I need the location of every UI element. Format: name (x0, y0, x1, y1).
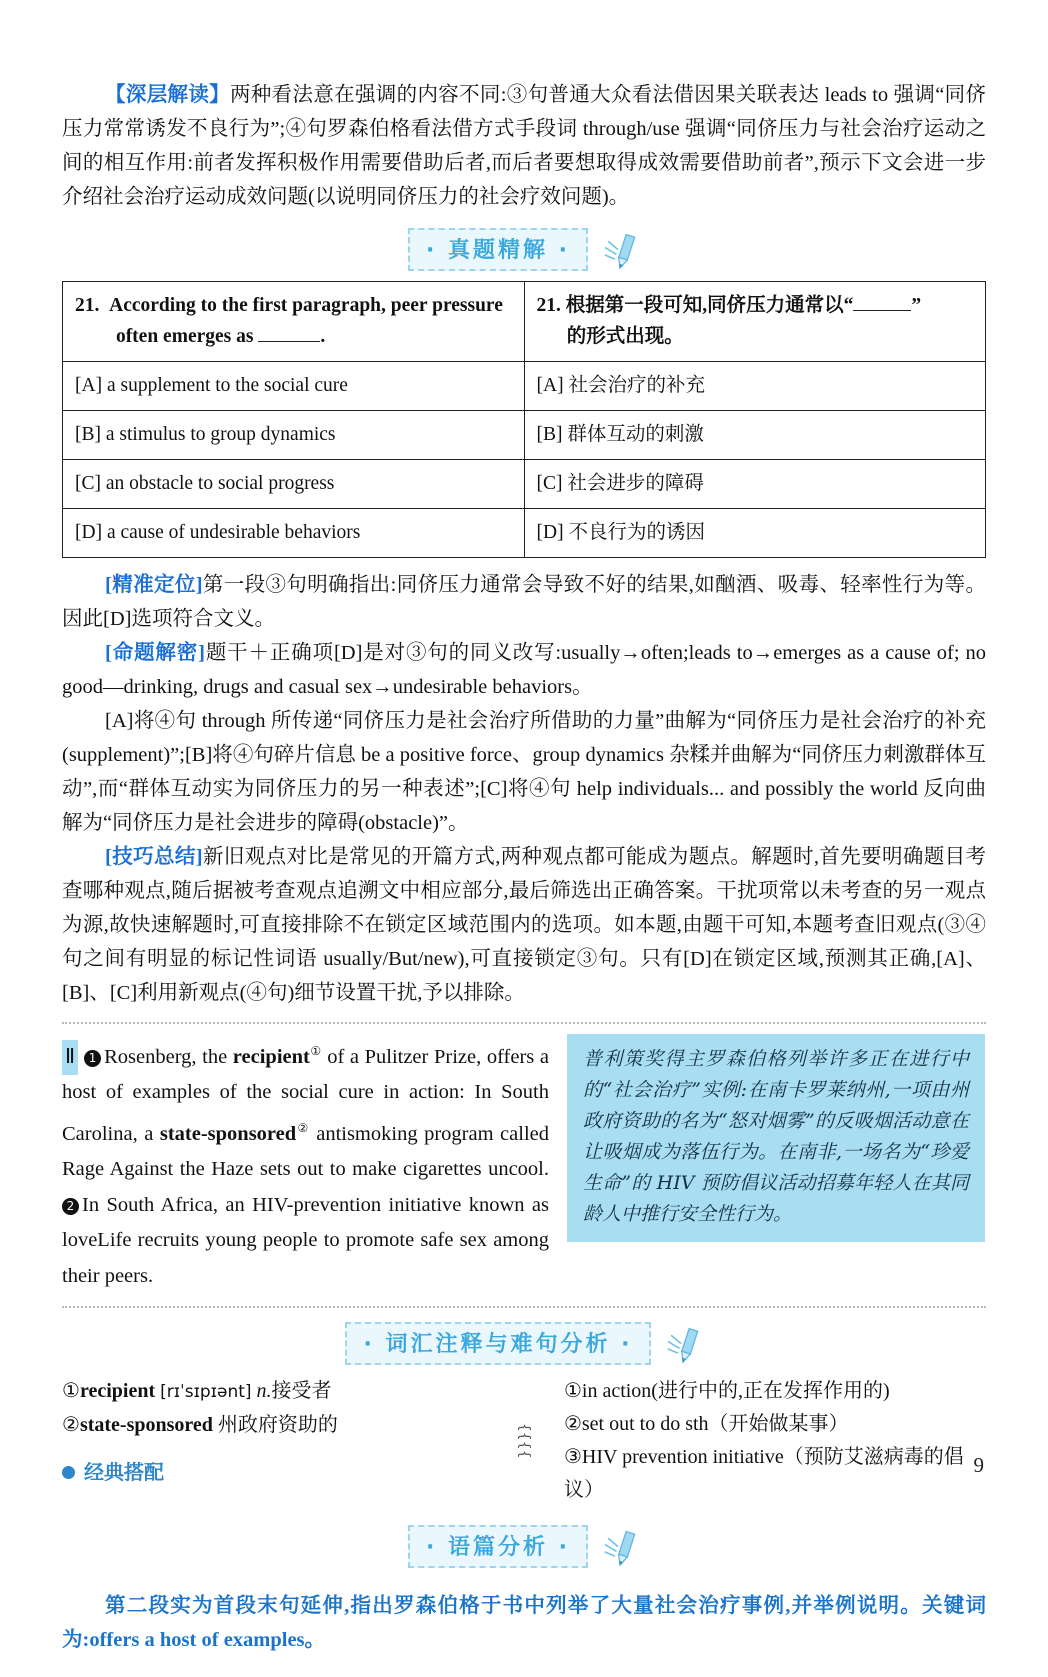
deep-reading-text: 两种看法意在强调的内容不同:③句普通大众看法借因果关联表达 leads to 强调“同侪压力常常诱发不良行为”;④句罗森伯格看法借方式手段词 through/use 强调“同侪压力与社会治疗运动之间的相互作用:前者发挥积极作用需要借助后者,而后者要想取得成效需要借助前者”,预示下文会进一步介绍社会治疗运动成效问题(以说明同侪压力的社会疗效问题)。 (62, 84, 987, 208)
vocab-meaning-1: 接受者 (271, 1380, 332, 1403)
vocab-num-1: ① (62, 1380, 80, 1403)
brace-divider-icon: {{{{ (515, 1423, 532, 1459)
vocab-item-1 (62, 1375, 513, 1409)
passage-s1-p0: Rosenberg, the (104, 1045, 233, 1068)
table-row-stem (63, 282, 986, 362)
vocab-left-column (62, 1375, 513, 1507)
question-stem-zh-line1: 根据第一段可知,同侪压力通常以“ (565, 295, 854, 316)
explanation-label-0: [精准定位] (105, 574, 203, 596)
passage-english (62, 1034, 549, 1294)
option-text-d-en: a cause of undesirable behaviors (106, 522, 361, 543)
option-key-a-en: [A] (75, 375, 103, 396)
passage-s2-p0: In South Africa, an HIV-prevention initiative known as loveLife recruits young people to promote safe sex among their peers. (62, 1193, 549, 1287)
section-header-discourse-analysis (62, 1525, 986, 1568)
explanation-text-0: 第一段③句明确指出:同侪压力通常会导致不好的结果,如酗酒、吸毒、轻率性行为等。因此[D]选项符合文义。 (62, 574, 986, 630)
deep-reading-paragraph (62, 78, 986, 214)
option-cell-zh-b[interactable] (524, 411, 986, 460)
explanation-precise-location (62, 568, 986, 636)
option-key-b-en: [B] (75, 424, 101, 445)
vocab-pos-1: n. (256, 1380, 272, 1403)
vocab-ipa-1: [rɪˈsɪpɪənt] (160, 1382, 252, 1403)
vocab-section (62, 1375, 986, 1507)
stem-cell-en (63, 282, 525, 362)
discourse-analysis-paragraph (62, 1589, 986, 1657)
question-number-en: 21. (75, 295, 100, 316)
page-number: 9 (973, 1453, 984, 1477)
sentence-marker-1: 1 (84, 1050, 101, 1067)
passage-s1-bold-state-sponsored: state-sponsored (159, 1122, 297, 1145)
question-stem-zh-quote: ” (911, 295, 922, 316)
answer-blank-zh (853, 293, 911, 311)
explanation-label-1: [命题解密] (105, 642, 205, 664)
question-stem-en-line2: often emerges as (115, 326, 254, 347)
badge-discourse-analysis: · 语篇分析 · (408, 1525, 588, 1568)
explanation-text-3: 新旧观点对比是常见的开篇方式,两种观点都可能成为题点。解题时,首先要明确题目考查哪种观点,随后据被考查观点追溯文中相应部分,最后筛选出正确答案。干扰项常以未考查的另一观点为源,故快速解题时,可直接排除不在锁定区域范围内的选项。如本题,由题干可知,本题考查旧观点(③④句之间有明显的标记性词语 usually/But/new),可直接锁定③句。只有[D]在锁定区域,预测其正确,[A]、[B]、[C]利用新观点(④句)细节设置干扰,予以排除。 (62, 846, 987, 1004)
footnote-ref-1: ① (309, 1044, 322, 1058)
explanation-decoding (62, 636, 986, 704)
explanation-text-2: [A]将④句 through 所传递“同侪压力是社会治疗所借助的力量”曲解为“同侪压力是社会治疗的补充(supplement)”;[B]将④句碎片信息 be a positive force、group dynamics 杂糅并曲解为“同侪压力刺激群体互动”,而“群体互动实为同侪压力的另一种表述”;[C]将④句 help individuals... and possibly the world 反向曲解为“同侪压力是社会进步的障碍(obstacle)”。 (62, 710, 986, 834)
passage-s1-p3: of a Pulitzer Prize, offers a host of examples of the social cure in action: In South Carolina, a (62, 1045, 549, 1145)
deep-reading-label: 【深层解读】 (105, 84, 231, 106)
passage-section (62, 1034, 986, 1294)
option-key-c-en: [C] (75, 473, 101, 494)
bullet-dot-icon (62, 1466, 75, 1479)
discourse-analysis-keyword: offers a host of examples (89, 1628, 305, 1651)
option-cell-en-d[interactable] (63, 509, 525, 558)
option-cell-en-b[interactable] (63, 411, 525, 460)
collocation-item-3: ③HIV prevention initiative（预防艾滋病毒的倡议） (563, 1446, 964, 1502)
option-cell-zh-d[interactable] (524, 509, 986, 558)
passage-s1-p6: antismoking program called Rage Against the Haze sets out to make cigarettes uncool. (62, 1122, 549, 1181)
vocab-num-2: ② (62, 1414, 80, 1437)
pen-icon (598, 229, 640, 271)
vocab-word-2: state-sponsored (79, 1414, 213, 1437)
divider-top-passage (62, 1022, 986, 1024)
option-text-b-en: a stimulus to group dynamics (105, 424, 336, 445)
option-text-c-en: an obstacle to social progress (105, 473, 335, 494)
pen-icon-discourse (598, 1526, 640, 1568)
collocation-item-1: ①in action(进行中的,正在发挥作用的) (563, 1380, 890, 1403)
option-text-b-zh: 群体互动的刺激 (567, 424, 704, 445)
option-key-d-zh: [D] (536, 522, 564, 543)
option-text-a-zh: 社会治疗的补充 (568, 375, 705, 396)
paragraph-mark-ii: Ⅱ (62, 1040, 78, 1076)
section-header-real-question (62, 228, 986, 271)
vocab-meaning-2: 州政府资助的 (217, 1414, 338, 1437)
vocab-word-1: recipient (79, 1380, 156, 1403)
page-content (62, 78, 986, 1677)
divider-bottom-passage (62, 1306, 986, 1308)
question-stem-zh-line2: 的形式出现。 (566, 326, 684, 347)
discourse-analysis-tail: 。 (304, 1628, 326, 1651)
collocation-heading (62, 1456, 513, 1489)
explanation-distractors (62, 704, 986, 840)
option-key-c-zh: [C] (536, 473, 563, 494)
table-row-option-a[interactable] (63, 362, 986, 411)
pen-icon-vocab (661, 1323, 703, 1365)
vocab-item-2 (62, 1409, 513, 1442)
translation-text: 普利策奖得主罗森伯格列举许多正在进行中的“社会治疗”实例:在南卡罗莱纳州,一项由州政府资助的名为“怒对烟雾”的反吸烟活动意在让吸烟成为落伍行为。在南非,一场名为“珍爱生命”的 HIV 预防倡议活动招募年轻人在其同龄人中推行安全性行为。 (583, 1048, 969, 1225)
question-table (62, 281, 986, 558)
option-text-c-zh: 社会进步的障碍 (567, 473, 704, 494)
option-key-a-zh: [A] (536, 375, 564, 396)
badge-real-question: · 真题精解 · (408, 228, 588, 271)
option-text-a-en: a supplement to the social cure (106, 375, 348, 396)
translation-box (567, 1034, 985, 1242)
option-cell-zh-a[interactable] (524, 362, 986, 411)
option-text-d-zh: 不良行为的诱因 (568, 522, 705, 543)
answer-blank-en (258, 324, 320, 342)
question-stem-en-line1: According to the first paragraph, peer pressure (109, 295, 503, 316)
option-key-b-zh: [B] (536, 424, 563, 445)
discourse-analysis-text: 第二段实为首段末句延伸,指出罗森伯格于书中列举了大量社会治疗事例,并举例说明。关键词为: (62, 1594, 986, 1651)
table-row-option-c[interactable] (63, 460, 986, 509)
collocation-item-2: ②set out to do sth（开始做某事） (563, 1413, 849, 1436)
question-stem-en-period: . (320, 326, 326, 347)
option-cell-zh-c[interactable] (524, 460, 986, 509)
option-cell-en-c[interactable] (63, 460, 525, 509)
table-row-option-d[interactable] (63, 509, 986, 558)
explanation-skill-summary (62, 840, 986, 1010)
stem-cell-zh (524, 282, 986, 362)
vocab-right-column (534, 1375, 986, 1507)
collocation-heading-label: 经典搭配 (84, 1460, 164, 1485)
option-key-d-en: [D] (75, 522, 103, 543)
explanation-label-3: [技巧总结] (105, 846, 203, 868)
question-number-zh: 21. (536, 295, 561, 316)
sentence-marker-2: 2 (62, 1198, 79, 1215)
passage-s1-bold-recipient: recipient (232, 1045, 310, 1068)
section-header-vocab-analysis (62, 1322, 986, 1365)
badge-vocab-analysis: · 词汇注释与难句分析 · (345, 1322, 650, 1365)
option-cell-en-a[interactable] (63, 362, 525, 411)
footnote-ref-2: ② (296, 1120, 310, 1135)
table-row-option-b[interactable] (63, 411, 986, 460)
explanation-text-1: 题干＋正确项[D]是对③句的同义改写:usually→often;leads to→emerges as a cause of; no good—drinking, drugs and casual sex→undesirable behaviors。 (62, 642, 986, 698)
